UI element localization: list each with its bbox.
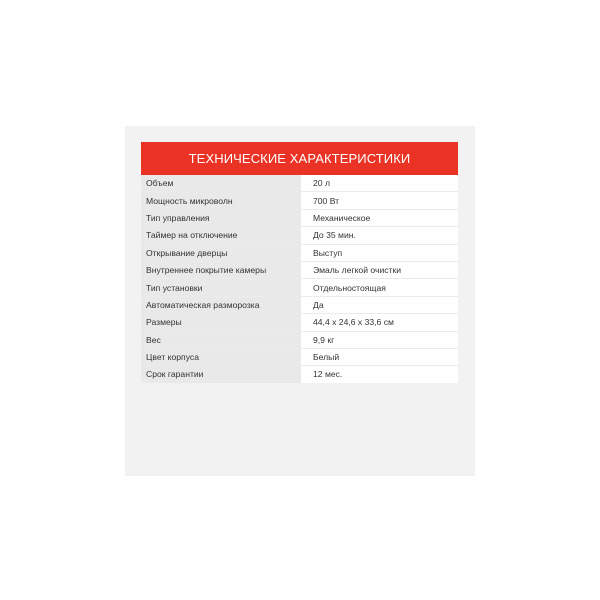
- spec-value: 20 л: [301, 175, 458, 191]
- spec-label: Автоматическая разморозка: [141, 297, 301, 313]
- spec-value: До 35 мин.: [301, 227, 458, 243]
- spec-value: Белый: [301, 349, 458, 365]
- spec-value: 12 мес.: [301, 366, 458, 382]
- spec-row: [141, 192, 458, 209]
- spec-label: Открывание дверцы: [141, 245, 301, 261]
- spec-row: [141, 279, 458, 296]
- spec-row: [141, 210, 458, 227]
- spec-value: Механическое: [301, 210, 458, 226]
- specs-card: [125, 126, 475, 476]
- spec-label: Мощность микроволн: [141, 192, 301, 208]
- spec-label: Объем: [141, 175, 301, 191]
- spec-value: Эмаль легкой очистки: [301, 262, 458, 278]
- specs-table: [141, 142, 458, 383]
- spec-value: 9,9 кг: [301, 332, 458, 348]
- spec-label: Вес: [141, 332, 301, 348]
- spec-row: [141, 297, 458, 314]
- specs-header: [141, 142, 458, 175]
- spec-value: 700 Вт: [301, 192, 458, 208]
- specs-body: [141, 175, 458, 383]
- spec-row: [141, 314, 458, 331]
- spec-label: Таймер на отключение: [141, 227, 301, 243]
- spec-row: [141, 227, 458, 244]
- spec-row: [141, 262, 458, 279]
- spec-row: [141, 245, 458, 262]
- spec-row: [141, 175, 458, 192]
- spec-label: Цвет корпуса: [141, 349, 301, 365]
- spec-label: Размеры: [141, 314, 301, 330]
- spec-label: Срок гарантии: [141, 366, 301, 382]
- spec-value: Выступ: [301, 245, 458, 261]
- spec-label: Тип управления: [141, 210, 301, 226]
- spec-row: [141, 349, 458, 366]
- spec-value: Да: [301, 297, 458, 313]
- spec-value: 44,4 х 24,6 х 33,6 см: [301, 314, 458, 330]
- spec-label: Внутреннее покрытие камеры: [141, 262, 301, 278]
- spec-value: Отдельностоящая: [301, 279, 458, 295]
- spec-row: [141, 332, 458, 349]
- specs-title: ТЕХНИЧЕСКИЕ ХАРАКТЕРИСТИКИ: [188, 151, 411, 166]
- spec-label: Тип установки: [141, 279, 301, 295]
- spec-row: [141, 366, 458, 382]
